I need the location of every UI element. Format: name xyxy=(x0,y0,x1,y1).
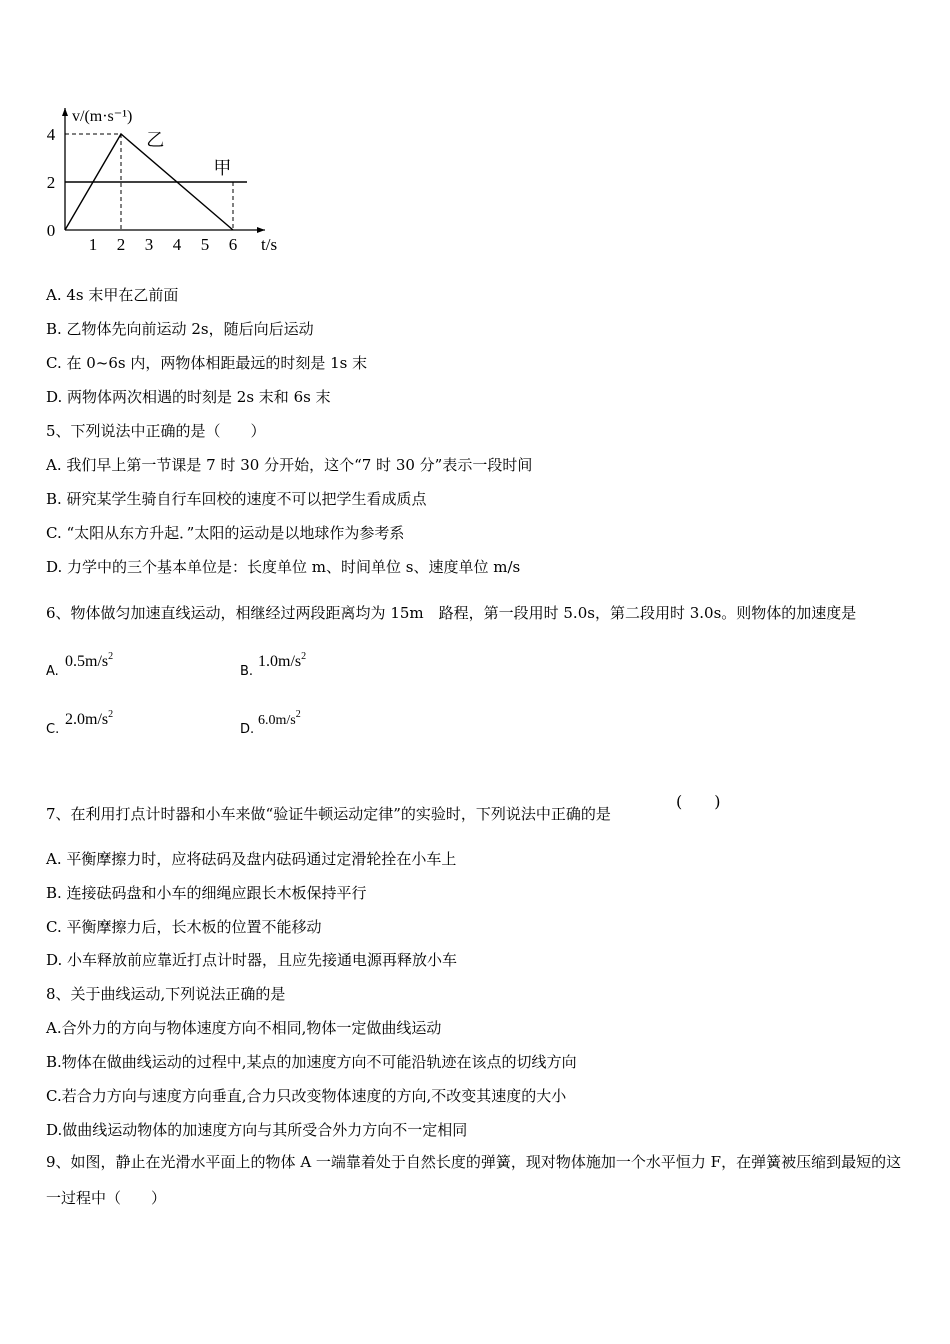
x-axis-arrow xyxy=(257,227,265,233)
y-axis-arrow xyxy=(62,108,68,116)
vt-chart xyxy=(40,95,340,265)
q4-option-d: D. 两物体两次相遇的时刻是 2s 末和 6s 末 xyxy=(46,388,331,406)
q6-option-c-value: $2.0m/s^2$ xyxy=(65,709,114,728)
q6-option-d-value: $6.0m/s^2$ xyxy=(258,709,301,728)
q6-option-b-label: B. xyxy=(240,664,254,679)
x-tick-label-2: 2 xyxy=(116,235,126,254)
x-tick-label-1: 1 xyxy=(88,235,98,254)
q7-option-b: B. 连接砝码盘和小车的细绳应跟长木板保持平行 xyxy=(46,884,367,902)
x-axis-label: t/s xyxy=(261,235,278,254)
q7-option-a: A. 平衡摩擦力时，应将砝码及盘内砝码通过定滑轮拴在小车上 xyxy=(46,850,457,868)
q4-option-a: A. 4s 末甲在乙前面 xyxy=(46,286,179,304)
q6-option-c-label: C. xyxy=(46,722,60,737)
series-label-yi: 乙 xyxy=(146,130,165,150)
q7-stem: 7、在利用打点计时器和小车来做“验证牛顿运动定律”的实验时，下列说法中正确的是 xyxy=(46,805,611,823)
q8-stem: 8、关于曲线运动,下列说法正确的是 xyxy=(46,985,286,1003)
q6-option-a-value: $0.5m/s^2$ xyxy=(65,651,114,670)
y-tick-label-2: 2 xyxy=(46,173,56,192)
q5-option-d: D. 力学中的三个基本单位是：长度单位 m、时间单位 s、速度单位 m/s xyxy=(46,558,521,576)
y-axis-label: v/(m·s⁻¹) xyxy=(72,108,133,125)
q8-option-d: D.做曲线运动物体的加速度方向与其所受合外力方向不一定相同 xyxy=(46,1121,468,1139)
q7-option-c: C. 平衡摩擦力后，长木板的位置不能移动 xyxy=(46,918,322,936)
q6-option-a-label: A. xyxy=(46,664,59,679)
q8-option-b: B.物体在做曲线运动的过程中,某点的加速度方向不可能沿轨迹在该点的切线方向 xyxy=(46,1053,577,1071)
x-tick-label-4: 4 xyxy=(172,235,182,254)
q7-option-d: D. 小车释放前应靠近打点计时器，且应先接通电源再释放小车 xyxy=(46,951,458,969)
q8-option-c: C.若合力方向与速度方向垂直,合力只改变物体速度的方向,不改变其速度的大小 xyxy=(46,1087,567,1105)
q5-option-c: C. “太阳从东方升起．”太阳的运动是以地球作为参考系 xyxy=(46,524,405,542)
x-tick-label-3: 3 xyxy=(144,235,154,254)
q4-option-c: C. 在 0~6s 内，两物体相距最远的时刻是 1s 末 xyxy=(46,354,368,372)
series-label-jia: 甲 xyxy=(213,158,232,178)
q5-stem: 5、下列说法中正确的是（ ） xyxy=(46,422,266,440)
q8-option-a: A.合外力的方向与物体速度方向不相同,物体一定做曲线运动 xyxy=(46,1019,442,1037)
y-tick-label-0: 0 xyxy=(46,221,56,240)
q6-option-d-label: D. xyxy=(240,722,255,737)
q9-stem: 9、如图，静止在光滑水平面上的物体 A 一端靠着处于自然长度的弹簧，现对物体施加一个水平恒力 F，在弹簧被压缩到最短的这一过程中（ ） xyxy=(46,1153,902,1207)
q7-answer-paren: ( ) xyxy=(676,792,721,811)
x-tick-label-6: 6 xyxy=(228,235,238,254)
q4-option-b: B. 乙物体先向前运动 2s，随后向后运动 xyxy=(46,320,314,338)
q6-option-b-value: $1.0m/s^2$ xyxy=(258,651,307,670)
q5-option-a: A. 我们早上第一节课是 7 时 30 分开始，这个“7 时 30 分”表示一段时间 xyxy=(46,456,533,474)
q6-stem: 6、物体做匀加速直线运动，相继经过两段距离均为 15m 路程，第一段用时 5.0s，第二段用时 3.0s。则物体的加速度是 xyxy=(46,604,857,622)
q5-option-b: B. 研究某学生骑自行车回校的速度不可以把学生看成质点 xyxy=(46,490,427,508)
y-tick-label-4: 4 xyxy=(46,125,56,144)
x-tick-label-5: 5 xyxy=(200,235,210,254)
